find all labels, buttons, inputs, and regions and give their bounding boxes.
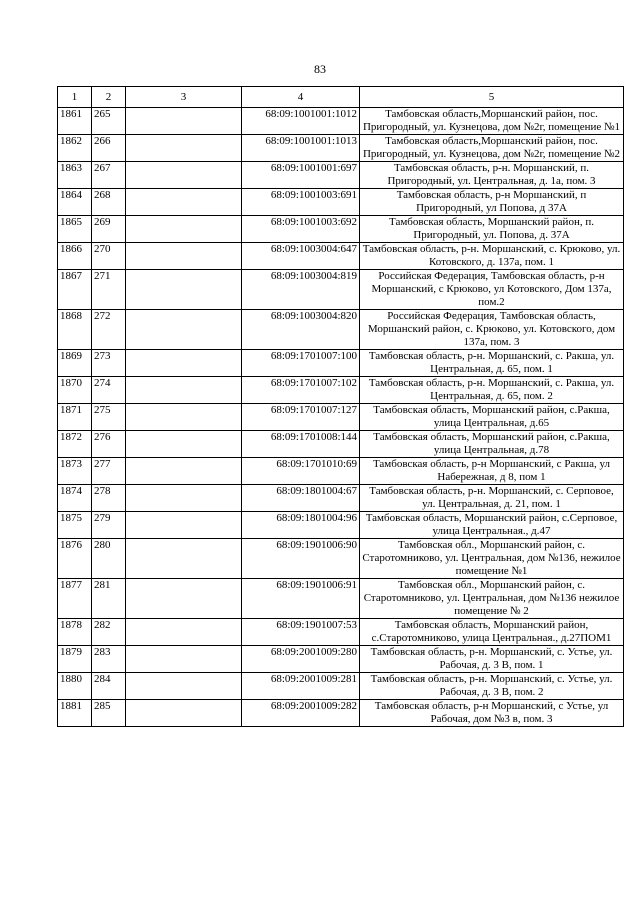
address-cell: Тамбовская область, р-н. Моршанский, с. Ракша, ул. Центральная, д. 65, пом. 1 (360, 350, 624, 377)
empty-cell (126, 579, 242, 619)
empty-cell (126, 673, 242, 700)
table-body (58, 108, 624, 727)
cadastral-number-cell: 68:09:1701007:127 (242, 404, 360, 431)
registry-number-cell: 1867 (58, 270, 92, 310)
item-number-cell: 275 (92, 404, 126, 431)
cadastral-number-cell: 68:09:1001003:691 (242, 189, 360, 216)
address-cell: Тамбовская область, Моршанский район, с.Ракша, улица Центральная, д.65 (360, 404, 624, 431)
registry-number-cell: 1865 (58, 216, 92, 243)
item-number-cell: 282 (92, 619, 126, 646)
column-header: 4 (242, 87, 360, 108)
table-row (58, 310, 624, 350)
empty-cell (126, 310, 242, 350)
item-number-cell: 280 (92, 539, 126, 579)
table-row (58, 579, 624, 619)
cadastral-number-cell: 68:09:1701008:144 (242, 431, 360, 458)
cadastral-number-cell: 68:09:1001001:1012 (242, 108, 360, 135)
registry-number-cell: 1872 (58, 431, 92, 458)
registry-number-cell: 1862 (58, 135, 92, 162)
cadastral-number-cell: 68:09:1701007:102 (242, 377, 360, 404)
empty-cell (126, 458, 242, 485)
address-cell: Тамбовская область, р-н. Моршанский, с. Ракша, ул. Центральная, д. 65, пом. 2 (360, 377, 624, 404)
empty-cell (126, 108, 242, 135)
registry-number-cell: 1880 (58, 673, 92, 700)
address-cell: Тамбовская обл., Моршанский район, с. Старотомниково, ул. Центральная, дом №136, нежилое помещение №1 (360, 539, 624, 579)
empty-cell (126, 350, 242, 377)
registry-number-cell: 1876 (58, 539, 92, 579)
table-row (58, 216, 624, 243)
item-number-cell: 272 (92, 310, 126, 350)
empty-cell (126, 700, 242, 727)
item-number-cell: 276 (92, 431, 126, 458)
empty-cell (126, 216, 242, 243)
empty-cell (126, 404, 242, 431)
table-row (58, 512, 624, 539)
item-number-cell: 265 (92, 108, 126, 135)
column-header: 1 (58, 87, 92, 108)
table-row (58, 189, 624, 216)
empty-cell (126, 485, 242, 512)
cadastral-number-cell: 68:09:1003004:819 (242, 270, 360, 310)
registry-number-cell: 1870 (58, 377, 92, 404)
table-row (58, 485, 624, 512)
address-cell: Тамбовская область, р-н. Моршанский, с. Устье, ул. Рабочая, д. 3 В, пом. 2 (360, 673, 624, 700)
cadastral-number-cell: 68:09:1901006:91 (242, 579, 360, 619)
address-cell: Тамбовская область, р-н. Моршанский, с. Крюково, ул. Котовского, д. 137а, пом. 1 (360, 243, 624, 270)
empty-cell (126, 646, 242, 673)
cadastral-number-cell: 68:09:1001001:1013 (242, 135, 360, 162)
table-row (58, 431, 624, 458)
table-row (58, 539, 624, 579)
cadastral-number-cell: 68:09:1003004:647 (242, 243, 360, 270)
table-row (58, 458, 624, 485)
address-cell: Тамбовская область, р-н Моршанский, с Устье, ул Рабочая, дом №3 в, пом. 3 (360, 700, 624, 727)
item-number-cell: 267 (92, 162, 126, 189)
cadastral-number-cell: 68:09:1801004:96 (242, 512, 360, 539)
address-cell: Российская Федерация, Тамбовская область, Моршанский район, с. Крюково, ул. Котовского, дом 137а, пом. 3 (360, 310, 624, 350)
empty-cell (126, 189, 242, 216)
column-header: 5 (360, 87, 624, 108)
item-number-cell: 281 (92, 579, 126, 619)
address-cell: Российская Федерация, Тамбовская область, р-н Моршанский, с Крюково, ул Котовского, Дом 137а, пом.2 (360, 270, 624, 310)
empty-cell (126, 619, 242, 646)
cadastral-number-cell: 68:09:1801004:67 (242, 485, 360, 512)
registry-number-cell: 1866 (58, 243, 92, 270)
registry-number-cell: 1861 (58, 108, 92, 135)
column-header: 3 (126, 87, 242, 108)
table-row (58, 162, 624, 189)
header-row (58, 87, 624, 108)
registry-number-cell: 1863 (58, 162, 92, 189)
address-cell: Тамбовская область, р-н Моршанский, с Ракша, ул Набережная, д 8, пом 1 (360, 458, 624, 485)
registry-number-cell: 1873 (58, 458, 92, 485)
address-cell: Тамбовская область,Моршанский район, пос. Пригородный, ул. Кузнецова, дом №2г, помещение №2 (360, 135, 624, 162)
empty-cell (126, 135, 242, 162)
item-number-cell: 271 (92, 270, 126, 310)
address-cell: Тамбовская область, р-н. Моршанский, п. Пригородный, ул. Центральная, д. 1а, пом. 3 (360, 162, 624, 189)
registry-number-cell: 1875 (58, 512, 92, 539)
cadastral-number-cell: 68:09:2001009:280 (242, 646, 360, 673)
table-row (58, 350, 624, 377)
cadastral-number-cell: 68:09:1901006:90 (242, 539, 360, 579)
registry-number-cell: 1864 (58, 189, 92, 216)
item-number-cell: 268 (92, 189, 126, 216)
item-number-cell: 279 (92, 512, 126, 539)
item-number-cell: 285 (92, 700, 126, 727)
table-row (58, 646, 624, 673)
table-row (58, 673, 624, 700)
item-number-cell: 284 (92, 673, 126, 700)
item-number-cell: 270 (92, 243, 126, 270)
table-row (58, 619, 624, 646)
empty-cell (126, 539, 242, 579)
empty-cell (126, 270, 242, 310)
address-cell: Тамбовская область, р-н. Моршанский, с. Устье, ул. Рабочая, д. 3 В, пом. 1 (360, 646, 624, 673)
cadastral-number-cell: 68:09:1701007:100 (242, 350, 360, 377)
empty-cell (126, 243, 242, 270)
address-cell: Тамбовская область, Моршанский район, с.Ракша, улица Центральная, д.78 (360, 431, 624, 458)
table-row (58, 135, 624, 162)
registry-number-cell: 1868 (58, 310, 92, 350)
table-row (58, 108, 624, 135)
address-cell: Тамбовская область, Моршанский район, с.Старотомниково, улица Центральная., д.27ПОМ1 (360, 619, 624, 646)
registry-number-cell: 1874 (58, 485, 92, 512)
empty-cell (126, 431, 242, 458)
empty-cell (126, 162, 242, 189)
item-number-cell: 283 (92, 646, 126, 673)
item-number-cell: 266 (92, 135, 126, 162)
registry-number-cell: 1881 (58, 700, 92, 727)
empty-cell (126, 512, 242, 539)
column-header: 2 (92, 87, 126, 108)
item-number-cell: 269 (92, 216, 126, 243)
item-number-cell: 278 (92, 485, 126, 512)
cadastral-number-cell: 68:09:1001001:697 (242, 162, 360, 189)
address-cell: Тамбовская область, Моршанский район, п. Пригородный, ул. Попова, д. 37А (360, 216, 624, 243)
registry-number-cell: 1877 (58, 579, 92, 619)
registry-table (57, 86, 624, 727)
item-number-cell: 273 (92, 350, 126, 377)
cadastral-number-cell: 68:09:1003004:820 (242, 310, 360, 350)
address-cell: Тамбовская область, р-н. Моршанский, с. Серповое, ул. Центральная, д. 21, пом. 1 (360, 485, 624, 512)
address-cell: Тамбовская область, Моршанский район, с.Серповое, улица Центральная., д.47 (360, 512, 624, 539)
registry-number-cell: 1869 (58, 350, 92, 377)
item-number-cell: 277 (92, 458, 126, 485)
cadastral-number-cell: 68:09:2001009:282 (242, 700, 360, 727)
cadastral-number-cell: 68:09:1001003:692 (242, 216, 360, 243)
registry-number-cell: 1878 (58, 619, 92, 646)
address-cell: Тамбовская обл., Моршанский район, с. Старотомниково, ул. Центральная, дом №136 нежилое помещение № 2 (360, 579, 624, 619)
table-row (58, 270, 624, 310)
item-number-cell: 274 (92, 377, 126, 404)
cadastral-number-cell: 68:09:2001009:281 (242, 673, 360, 700)
table-row (58, 377, 624, 404)
registry-number-cell: 1879 (58, 646, 92, 673)
cadastral-number-cell: 68:09:1701010:69 (242, 458, 360, 485)
address-cell: Тамбовская область,Моршанский район, пос. Пригородный, ул. Кузнецова, дом №2г, помещение №1 (360, 108, 624, 135)
cadastral-number-cell: 68:09:1901007:53 (242, 619, 360, 646)
page-number: 83 (314, 62, 326, 76)
table-row (58, 700, 624, 727)
empty-cell (126, 377, 242, 404)
table-row (58, 404, 624, 431)
address-cell: Тамбовская область, р-н Моршанский, п Пригородный, ул Попова, д 37А (360, 189, 624, 216)
registry-number-cell: 1871 (58, 404, 92, 431)
table-row (58, 243, 624, 270)
